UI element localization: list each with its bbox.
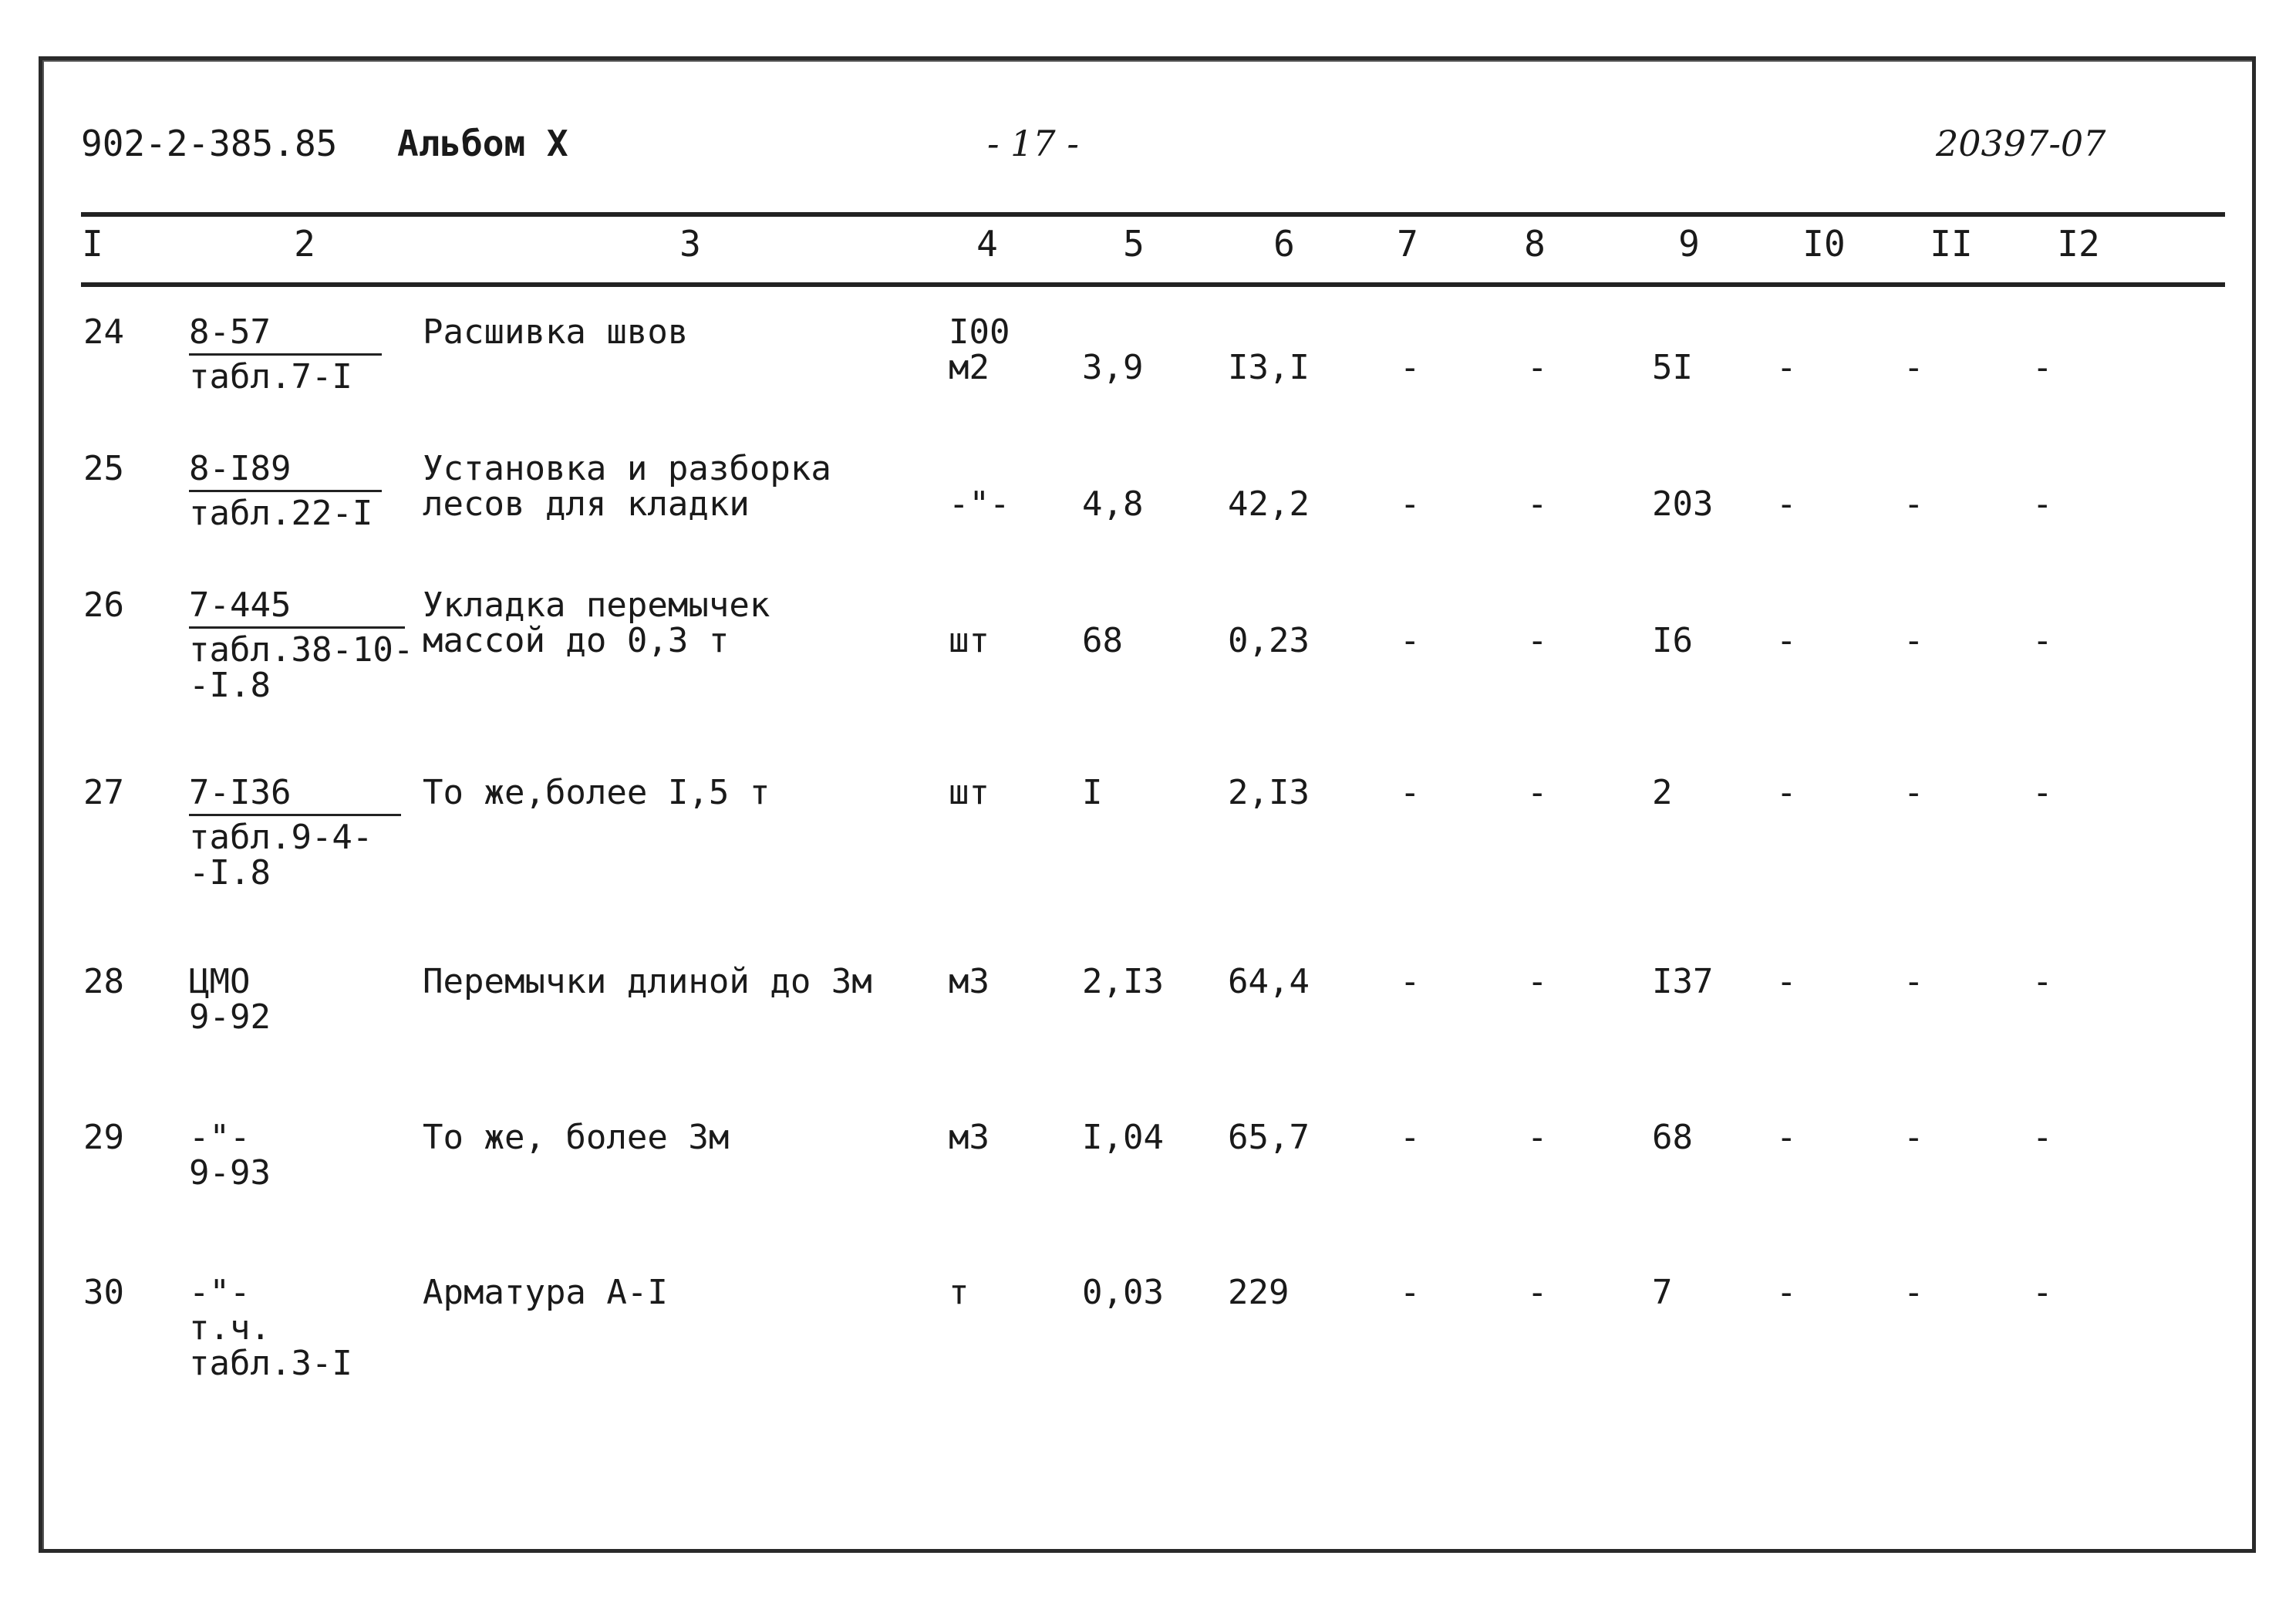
dash-col-11: - (1903, 348, 1924, 387)
unit-cont: м2 (949, 348, 990, 387)
dash-col-11: - (1903, 1118, 1924, 1157)
norm-reference: табл.38-10- (189, 630, 414, 670)
dash-col-12: - (2032, 1273, 2053, 1312)
value-col-5: 3,9 (1082, 348, 1144, 387)
unit: I00 (949, 312, 1010, 352)
dash-col-7: - (1400, 348, 1421, 387)
col-header-4: 4 (976, 223, 998, 265)
value-col-6: 65,7 (1228, 1118, 1310, 1157)
col-header-7: 7 (1397, 223, 1418, 265)
value-col-5: 2,I3 (1082, 962, 1164, 1001)
dash-col-10: - (1776, 621, 1797, 660)
dash-col-10: - (1776, 1273, 1797, 1312)
work-name-cont: массой до 0,3 т (423, 621, 730, 660)
row-number: 27 (83, 773, 124, 812)
value-col-6: 229 (1228, 1273, 1290, 1312)
dash-col-10: - (1776, 484, 1797, 524)
header-rule-bottom (81, 282, 2225, 287)
norm-code: 7-I36 (189, 773, 292, 812)
work-name: Укладка перемычек (423, 585, 770, 625)
dash-col-8: - (1527, 1273, 1548, 1312)
row-number: 24 (83, 312, 124, 352)
dash-col-7: - (1400, 484, 1421, 524)
unit: -"- (949, 484, 1010, 524)
value-col-6: I3,I (1228, 348, 1310, 387)
dash-col-12: - (2032, 962, 2053, 1001)
dash-col-7: - (1400, 1273, 1421, 1312)
norm-reference-cont: -I.8 (189, 853, 271, 893)
value-col-5: 0,03 (1082, 1273, 1164, 1312)
norm-reference: т.ч. (189, 1308, 271, 1348)
col-header-6: 6 (1273, 223, 1295, 265)
dash-col-8: - (1527, 621, 1548, 660)
dash-col-8: - (1527, 348, 1548, 387)
work-name: Перемычки длиной до 3м (423, 962, 872, 1001)
value-col-9: 2 (1652, 773, 1673, 812)
norm-code: -"- (189, 1273, 251, 1312)
dash-col-11: - (1903, 484, 1924, 524)
norm-code: 8-57 (189, 312, 271, 352)
dash-col-10: - (1776, 1118, 1797, 1157)
unit: шт (949, 773, 990, 812)
norm-code: ЦМО (189, 962, 251, 1001)
doc-number: 20397-07 (1936, 123, 2106, 164)
work-name: Установка и разборка (423, 449, 831, 488)
dash-col-12: - (2032, 1118, 2053, 1157)
dash-col-8: - (1527, 1118, 1548, 1157)
value-col-5: 68 (1082, 621, 1123, 660)
dash-col-10: - (1776, 773, 1797, 812)
header-rule-top (81, 212, 2225, 217)
album-label: Альбом X (397, 123, 568, 164)
norm-reference-cont: табл.3-I (189, 1344, 352, 1383)
value-col-9: 68 (1652, 1118, 1693, 1157)
dash-col-12: - (2032, 773, 2053, 812)
col-header-2: 2 (294, 223, 315, 265)
row-number: 25 (83, 449, 124, 488)
value-col-9: 5I (1652, 348, 1693, 387)
dash-col-8: - (1527, 484, 1548, 524)
norm-reference: табл.7-I (189, 357, 352, 397)
dash-col-7: - (1400, 1118, 1421, 1157)
dash-col-8: - (1527, 962, 1548, 1001)
norm-code-underline (189, 626, 405, 629)
value-col-9: 203 (1652, 484, 1714, 524)
work-name: Расшивка швов (423, 312, 689, 352)
unit: м3 (949, 1118, 990, 1157)
col-header-5: 5 (1123, 223, 1145, 265)
col-header-12: I2 (2057, 223, 2100, 265)
dash-col-10: - (1776, 962, 1797, 1001)
work-name: То же,более I,5 т (423, 773, 770, 812)
dash-col-12: - (2032, 621, 2053, 660)
dash-col-11: - (1903, 962, 1924, 1001)
norm-code: 7-445 (189, 585, 292, 625)
norm-code-underline (189, 353, 382, 356)
dash-col-11: - (1903, 773, 1924, 812)
norm-reference: 9-93 (189, 1153, 271, 1193)
value-col-6: 2,I3 (1228, 773, 1310, 812)
dash-col-10: - (1776, 348, 1797, 387)
value-col-9: I6 (1652, 621, 1693, 660)
value-col-5: I,04 (1082, 1118, 1164, 1157)
row-number: 30 (83, 1273, 124, 1312)
unit: шт (949, 621, 990, 660)
dash-col-7: - (1400, 621, 1421, 660)
norm-code-underline (189, 814, 401, 816)
page-number: - 17 - (987, 123, 1079, 164)
value-col-5: 4,8 (1082, 484, 1144, 524)
row-number: 26 (83, 585, 124, 625)
work-name: Арматура А-I (423, 1273, 668, 1312)
col-header-10: I0 (1802, 223, 1846, 265)
dash-col-7: - (1400, 962, 1421, 1001)
norm-reference: табл.22-I (189, 494, 373, 533)
value-col-6: 0,23 (1228, 621, 1310, 660)
col-header-3: 3 (679, 223, 701, 265)
value-col-9: 7 (1652, 1273, 1673, 1312)
col-header-11: II (1930, 223, 1973, 265)
col-header-8: 8 (1524, 223, 1546, 265)
dash-col-7: - (1400, 773, 1421, 812)
norm-code: 8-I89 (189, 449, 292, 488)
unit: т (949, 1273, 969, 1312)
dash-col-11: - (1903, 1273, 1924, 1312)
unit: м3 (949, 962, 990, 1001)
norm-code-underline (189, 490, 382, 492)
norm-reference-cont: -I.8 (189, 666, 271, 705)
value-col-6: 42,2 (1228, 484, 1310, 524)
dash-col-12: - (2032, 348, 2053, 387)
value-col-9: I37 (1652, 962, 1714, 1001)
value-col-6: 64,4 (1228, 962, 1310, 1001)
value-col-5: I (1082, 773, 1103, 812)
row-number: 28 (83, 962, 124, 1001)
col-header-9: 9 (1678, 223, 1700, 265)
dash-col-8: - (1527, 773, 1548, 812)
norm-reference: 9-92 (189, 997, 271, 1037)
work-name-cont: лесов для кладки (423, 484, 750, 524)
norm-code: -"- (189, 1118, 251, 1157)
norm-reference: табл.9-4- (189, 818, 373, 857)
doc-code: 902-2-385.85 (81, 123, 338, 164)
row-number: 29 (83, 1118, 124, 1157)
dash-col-12: - (2032, 484, 2053, 524)
dash-col-11: - (1903, 621, 1924, 660)
col-header-1: I (82, 223, 103, 265)
work-name: То же, более 3м (423, 1118, 730, 1157)
